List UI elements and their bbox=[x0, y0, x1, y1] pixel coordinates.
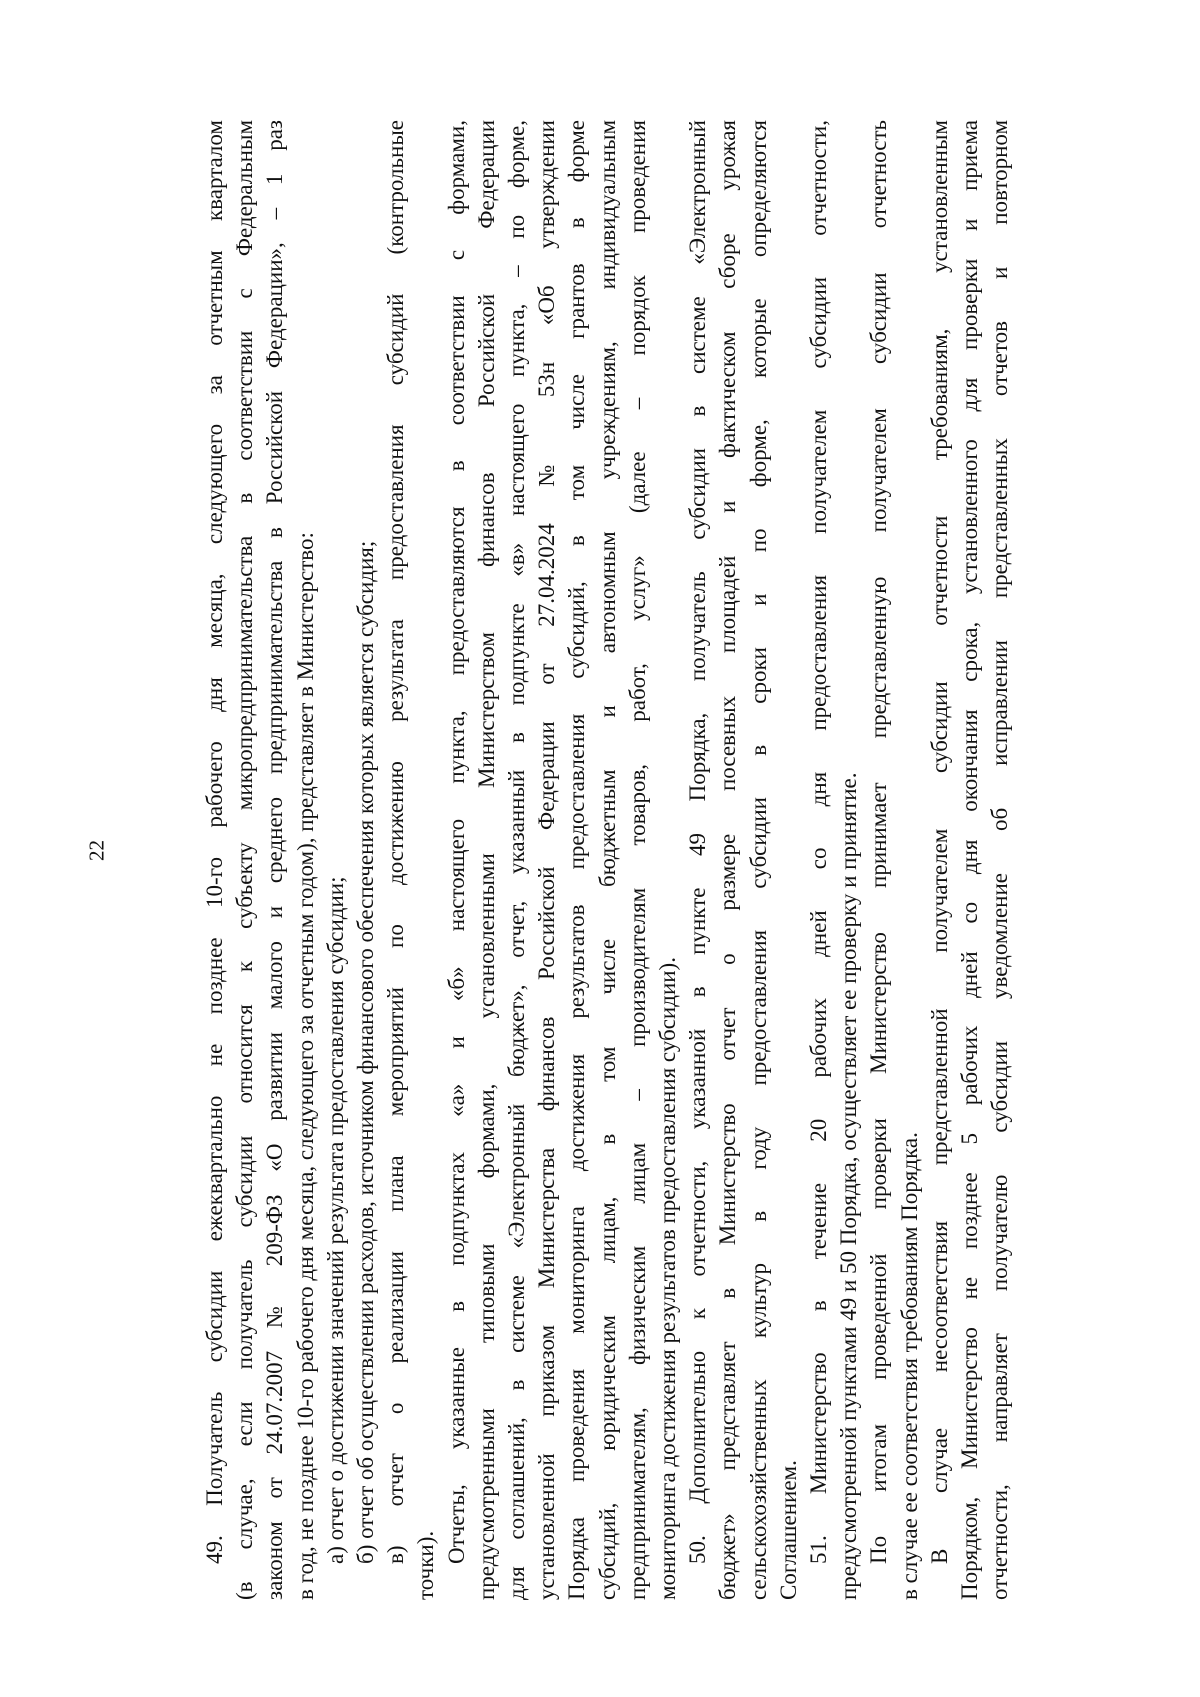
body-line: В случае несоответствия представленной получателем субсидии отчетности требованиям, установленным bbox=[926, 120, 952, 1564]
body-line: предпринимателям, физическим лицам – производителям товаров, работ, услуг» (далее – порядок проведения bbox=[624, 120, 650, 1600]
body-line: Порядком, Министерство не позднее 5 рабочих дней со дня окончания срока, установленного для проверки и приема bbox=[957, 120, 982, 1600]
body-line: мониторинга достижения результатов предоставления субсидии). bbox=[655, 957, 680, 1600]
body-line: Отчеты, указанные в подпунктах «а» и «б» настоящего пункта, предоставляются в соответствии с формами, bbox=[443, 120, 469, 1564]
body-line: законом от 24.07.2007 № 209-ФЗ «О развитии малого и среднего предпринимательства в Российской Федерации», – 1 раз bbox=[262, 120, 288, 1600]
body-line: отчетности, направляет получателю субсидии уведомление об исправлении представленных отчетов и повторном bbox=[987, 120, 1013, 1600]
body-line: точки). bbox=[413, 1530, 439, 1600]
document-body bbox=[170, 120, 1070, 1600]
body-line: предусмотренной пунктами 49 и 50 Порядка, осуществляет ее проверку и принятие. bbox=[836, 772, 862, 1600]
body-line: Порядка проведения мониторинга достижения результатов предоставления субсидий, в том числе грантов в форме bbox=[564, 120, 590, 1600]
body-line: в случае ее соответствия требованиям Порядка. bbox=[896, 1132, 922, 1600]
body-line: Соглашением. bbox=[775, 1460, 801, 1600]
body-line: (в случае, если получатель субсидии относится к субъекту микропредпринимательства в соответствии с Федеральным bbox=[232, 120, 258, 1600]
page-number: 22 bbox=[84, 840, 109, 861]
body-line: 51. Министерство в течение 20 рабочих дней со дня предоставления получателем субсидии отчетности, bbox=[806, 120, 831, 1564]
body-line: субсидий, юридическим лицам, в том числе бюджетным и автономным учреждениям, индивидуальным bbox=[594, 120, 620, 1600]
body-line: для соглашений, в системе «Электронный бюджет», отчет, указанный в подпункте «в» настоящего пункта, – по форме, bbox=[504, 120, 529, 1600]
body-line: сельскохозяйственных культур в году предоставления субсидии в сроки и по форме, которые определяются bbox=[745, 120, 771, 1600]
body-line: По итогам проведенной проверки Министерство принимает представленную получателем субсидии отчетность bbox=[866, 120, 892, 1564]
body-line: предусмотренными типовыми формами, установленными Министерством финансов Российской Федерации bbox=[473, 120, 499, 1600]
body-line: а) отчет о достижении значений результата предоставления субсидии; bbox=[322, 876, 348, 1564]
body-line: в год, не позднее 10-го рабочего дня месяца, следующего за отчетным годом), представляет в Министерство: bbox=[292, 532, 318, 1600]
body-line: бюджет» представляет в Министерство отчет о размере посевных площадей и фактическом сборе урожая bbox=[715, 120, 741, 1600]
body-line: 50. Дополнительно к отчетности, указанной в пункте 49 Порядка, получатель субсидии в системе «Электронный bbox=[685, 120, 711, 1564]
body-line: 49. Получатель субсидии ежеквартально не позднее 10-го рабочего дня месяца, следующего за отчетным кварталом bbox=[202, 120, 227, 1564]
body-line: б) отчет об осуществлении расходов, источником финансового обеспечения которых является субсидия; bbox=[353, 540, 378, 1564]
body-line: в) отчет о реализации плана мероприятий по достижению результата предоставления субсидий (контрольные bbox=[383, 120, 409, 1564]
body-line: установленной приказом Министерства финансов Российской Федерации от 27.04.2024 № 53н «Об утверждении bbox=[534, 120, 560, 1600]
